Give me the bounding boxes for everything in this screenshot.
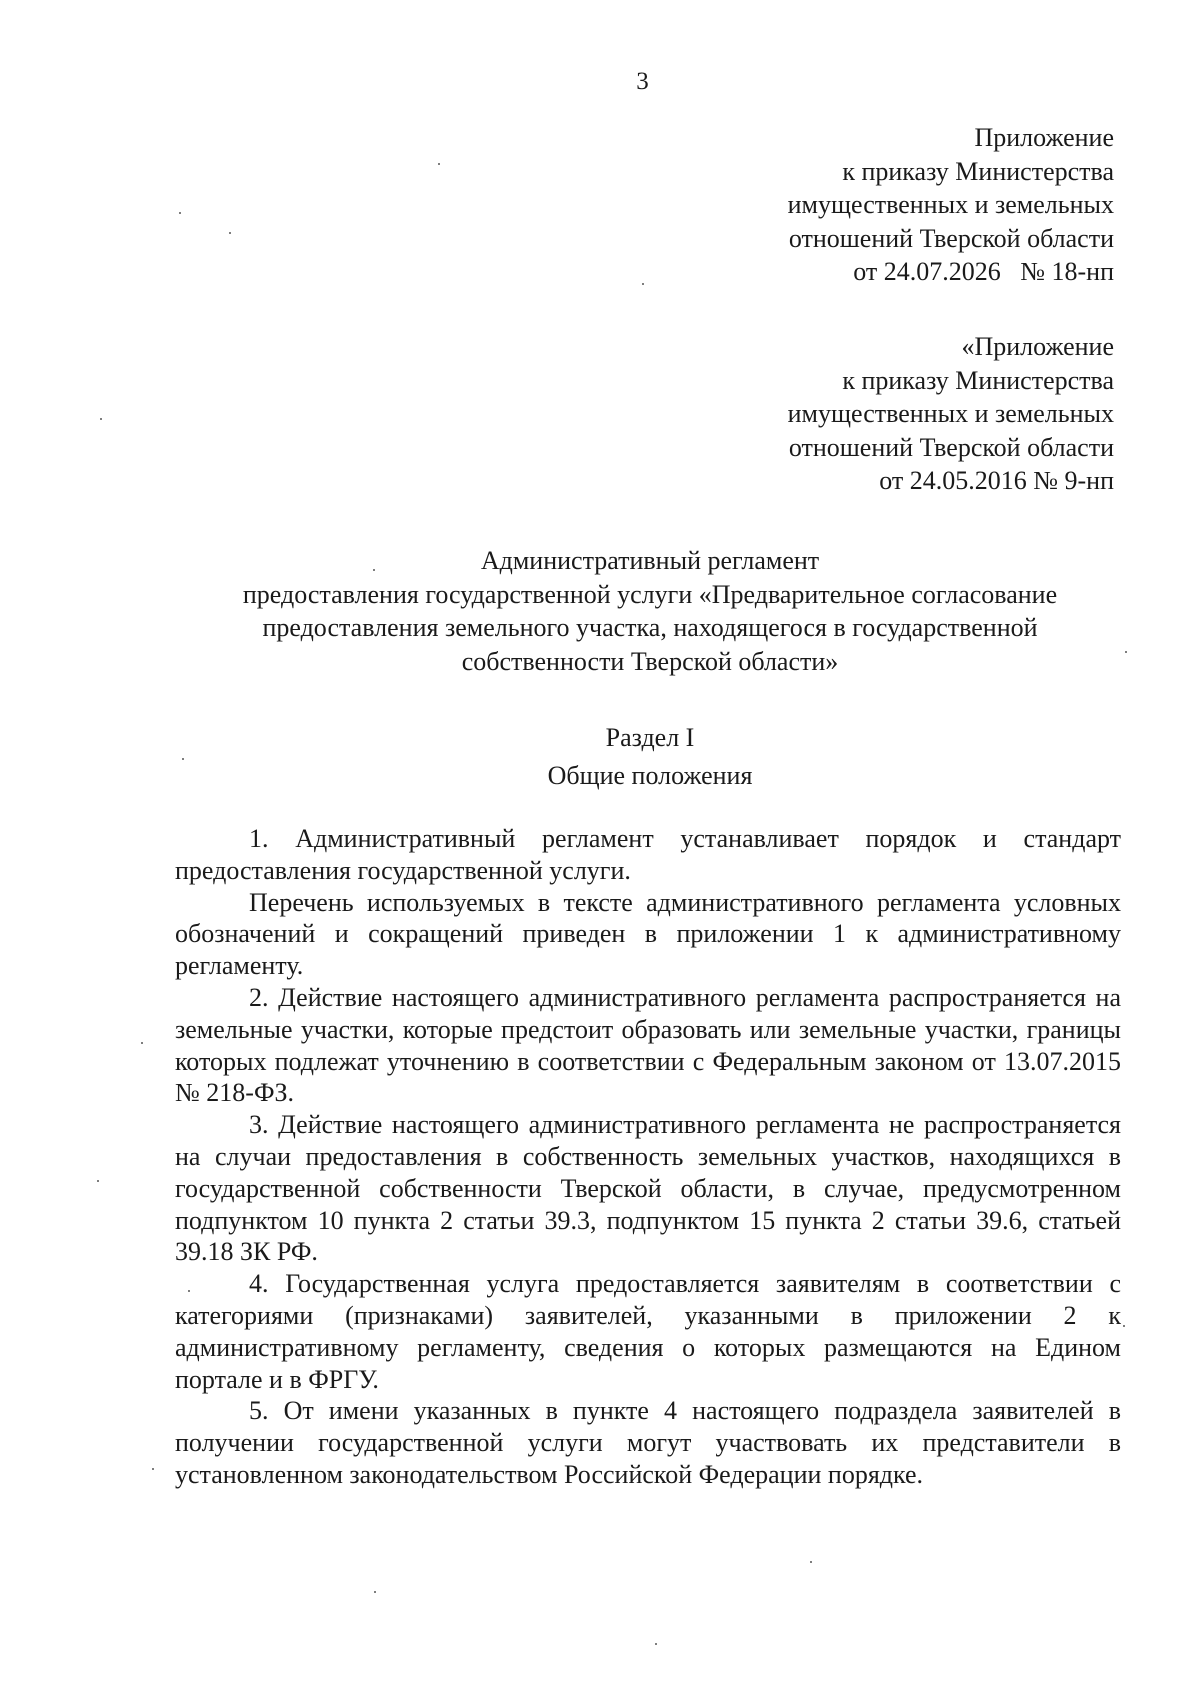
appendix-header-original xyxy=(788,330,1114,498)
scan-speck xyxy=(100,418,102,420)
appendix-line: Приложение xyxy=(974,123,1114,152)
paragraph: 5. От имени указанных в пункте 4 настоящего подраздела заявителей в получении государственной услуги могут участвовать их представители в установленном законодательством Российской Федерации порядке. xyxy=(175,1396,1121,1489)
scan-speck xyxy=(1125,651,1127,653)
title-line: Административный регламент xyxy=(480,546,820,575)
title-line: предоставления государственной услуги «Предварительное согласование xyxy=(242,579,1058,609)
scan-speck xyxy=(438,163,440,165)
scan-speck xyxy=(374,1591,376,1593)
appendix-header-current xyxy=(788,121,1114,289)
scan-speck xyxy=(1123,1325,1125,1327)
section-number: Раздел I xyxy=(605,723,695,752)
appendix-line: к приказу Министерства xyxy=(842,156,1114,186)
scan-speck xyxy=(642,283,644,285)
section-heading xyxy=(150,719,1150,795)
scan-speck xyxy=(655,1643,657,1645)
title-line: предоставления земельного участка, находящегося в государственной xyxy=(262,613,1038,642)
scan-speck xyxy=(152,1468,154,1470)
scan-speck xyxy=(229,232,231,234)
appendix-date-number: от 24.05.2016 № 9-нп xyxy=(879,466,1114,495)
title-line: собственности Тверской области» xyxy=(461,646,839,676)
appendix-line: «Приложение xyxy=(961,332,1114,361)
scan-speck xyxy=(141,1042,143,1044)
scan-speck xyxy=(97,1180,99,1182)
appendix-date-number: от 24.07.2026 № 18-нп xyxy=(853,257,1114,286)
scan-speck xyxy=(810,1561,812,1563)
appendix-line: имущественных и земельных xyxy=(787,190,1114,219)
scan-speck xyxy=(182,758,184,760)
page-number: 3 xyxy=(636,68,649,95)
body-text xyxy=(175,823,1121,1491)
scan-speck xyxy=(373,569,375,571)
appendix-line: отношений Тверской области xyxy=(788,223,1114,253)
paragraph: 4. Государственная услуга предоставляется заявителям в соответствии с категориями (признаками) заявителей, указанными в приложении 2 к административному регламенту, сведения о которых размещаются на Едином портале и в ФРГУ. xyxy=(175,1269,1121,1394)
section-name: Общие положения xyxy=(547,761,753,790)
paragraph: 1. Административный регламент устанавливает порядок и стандарт предоставления государственной услуги. xyxy=(175,824,1121,885)
appendix-line: к приказу Министерства xyxy=(842,365,1114,395)
scan-speck xyxy=(179,212,181,214)
paragraph: 3. Действие настоящего административного регламента не распространяется на случаи предоставления в собственность земельных участков, находящихся в государственной собственности Тверской области, в случае, предусмотренном подпунктом 10 пункта 2 статьи 39.3, подпунктом 15 пункта 2 статьи 39.6, статьей 39.18 ЗК РФ. xyxy=(175,1110,1121,1267)
document-title xyxy=(150,544,1150,678)
appendix-line: отношений Тверской области xyxy=(788,432,1114,462)
scan-speck xyxy=(188,1290,190,1292)
appendix-line: имущественных и земельных xyxy=(787,399,1114,428)
paragraph: 2. Действие настоящего административного регламента распространяется на земельные участки, которые предстоит образовать или земельные участки, границы которых подлежат уточнению в соответствии с Федеральным законом от 13.07.2015 № 218-ФЗ. xyxy=(175,982,1121,1108)
paragraph: Перечень используемых в тексте административного регламента условных обозначений и сокращений приведен в приложении 1 к административному регламенту. xyxy=(175,887,1121,981)
